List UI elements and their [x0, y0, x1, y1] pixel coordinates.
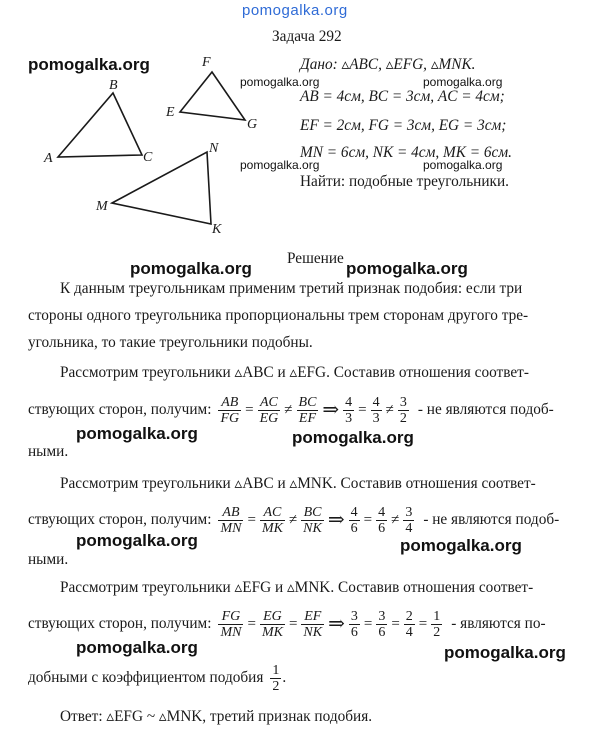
vertex-e: E — [166, 105, 175, 120]
fraction: $\frac{AB}{FG}$ — [220, 394, 240, 426]
problem-title: Задача 292 — [272, 28, 342, 45]
triangle-abc — [58, 93, 142, 157]
coefficient-line: добными с коэффициентом подобия 1 2 . — [28, 662, 287, 694]
watermark-big: pomogalka.org — [28, 55, 150, 74]
given-line: AB = 4см, BC = 3см, AC = 4см; — [300, 88, 505, 105]
equation-suffix: - не являются подоб- — [417, 401, 554, 418]
fraction: $\frac{4}{3}$ — [345, 394, 353, 426]
watermark-big: pomogalka.org — [76, 638, 198, 657]
watermark-big: pomogalka.org — [292, 428, 414, 447]
paragraph-line: Рассмотрим треугольники ▵ABC и ▵MNK. Составив отношения соответ- — [60, 475, 536, 492]
vertex-g: G — [247, 117, 258, 132]
equation-prefix: ствующих сторон, получим: — [28, 615, 212, 632]
fraction: $\frac{2}{4}$ — [405, 608, 413, 640]
find-line: Найти: подобные треугольники. — [300, 173, 509, 190]
equation-suffix: - не являются подоб- — [423, 511, 560, 528]
answer-line: Ответ: ▵EFG ~ ▵MNK, третий признак подобия. — [60, 708, 373, 725]
fraction: $\frac{4}{6}$ — [378, 504, 386, 536]
triangle-efg — [180, 72, 245, 120]
fraction: 3 4 — [405, 504, 413, 536]
watermark-big: pomogalka.org — [76, 531, 198, 550]
vertex-a: A — [44, 151, 53, 166]
similarity-coefficient: 1 2 — [272, 662, 280, 694]
fraction: $\frac{1}{2}$ — [433, 608, 441, 640]
watermark-small: pomogalka.org — [423, 75, 503, 89]
fraction: $\frac{AB}{MN}$ — [220, 504, 242, 536]
vertex-m: M — [96, 199, 108, 214]
paragraph-line: добными с коэффициентом подобия — [28, 669, 264, 686]
fraction: $\frac{EG}{MK}$ — [261, 608, 283, 640]
watermark-big: pomogalka.org — [346, 259, 468, 278]
watermark-top: pomogalka.org — [242, 2, 348, 19]
implies-arrow: ⇒ — [328, 613, 345, 635]
paragraph-line: стороны одного треугольника пропорциональны трем сторонам другого тре- — [28, 307, 529, 324]
fraction: $\frac{AC}{EG}$ — [259, 394, 279, 426]
watermark-big: pomogalka.org — [444, 643, 566, 662]
vertex-b: B — [109, 78, 118, 93]
implies-arrow: ⇒ — [322, 399, 340, 421]
vertex-n: N — [209, 141, 219, 156]
paragraph-line: угольника, то такие треугольники подобны. — [28, 334, 313, 351]
given-line: Дано: ▵ABC, ▵EFG, ▵MNK. — [300, 56, 476, 73]
vertex-c: C — [143, 150, 153, 165]
watermark-small: pomogalka.org — [423, 158, 503, 172]
fraction: $\frac{FG}{MN}$ — [220, 608, 242, 640]
fraction: $\frac{4}{6}$ — [350, 504, 358, 536]
watermark-big: pomogalka.org — [130, 259, 252, 278]
triangle-mnk — [112, 152, 211, 224]
fraction: $\frac{EF}{NK}$ — [303, 608, 323, 640]
watermark-small: pomogalka.org — [240, 158, 320, 172]
equation-1: ствующих сторон, получим: $\frac{AB}{FG}$ = $\frac{AC}{EG}$ ≠ BC EF ⇒ $\frac{4}{3}$ = $\frac{4}{3}$ ≠ 3 2 - не являются подоб- — [28, 394, 554, 426]
watermark-small: pomogalka.org — [240, 75, 320, 89]
paragraph-line: К данным треугольникам применим третий признак подобия: если три — [60, 280, 523, 297]
equation-suffix: - являются по- — [451, 615, 546, 632]
equation-prefix: ствующих сторон, получим: — [28, 511, 212, 528]
equation-prefix: ствующих сторон, получим: — [28, 401, 212, 418]
fraction: BC EF — [298, 394, 317, 426]
fraction: $\frac{AC}{MK}$ — [261, 504, 283, 536]
vertex-k: K — [212, 222, 222, 237]
given-line: MN = 6см, NK = 4см, MK = 6см. — [300, 144, 512, 161]
paragraph-line: Рассмотрим треугольники ▵ABC и ▵EFG. Составив отношения соответ- — [60, 364, 529, 381]
given-line: EF = 2см, FG = 3см, EG = 3см; — [300, 117, 507, 134]
equation-3: ствующих сторон, получим: $\frac{FG}{MN}$ = $\frac{EG}{MK}$ = $\frac{EF}{NK}$ ⇒ $\frac{3}{6}$ = $\frac{3}{6}$ = $\frac{2}{4}$ = $\frac{1}{2}$ - являются по- — [28, 608, 546, 640]
paragraph-line: ными. — [28, 551, 69, 568]
fraction: 3 2 — [399, 394, 407, 426]
triangles-figure — [0, 0, 280, 250]
fraction: $\frac{3}{6}$ — [378, 608, 386, 640]
watermark-big: pomogalka.org — [76, 424, 198, 443]
watermark-big: pomogalka.org — [400, 536, 522, 555]
paragraph-line: Рассмотрим треугольники ▵EFG и ▵MNK. Составив отношения соответ- — [60, 579, 534, 596]
fraction: $\frac{4}{3}$ — [372, 394, 380, 426]
fraction: $\frac{3}{6}$ — [350, 608, 358, 640]
paragraph-line: ными. — [28, 443, 69, 460]
implies-arrow: ⇒ — [327, 509, 345, 531]
solution-heading: Решение — [287, 250, 344, 267]
vertex-f: F — [202, 55, 211, 70]
fraction: BC NK — [303, 504, 322, 536]
equation-2: ствующих сторон, получим: $\frac{AB}{MN}$ = $\frac{AC}{MK}$ ≠ BC NK ⇒ $\frac{4}{6}$ = $\frac{4}{6}$ ≠ 3 4 - не являются подоб- — [28, 504, 560, 536]
